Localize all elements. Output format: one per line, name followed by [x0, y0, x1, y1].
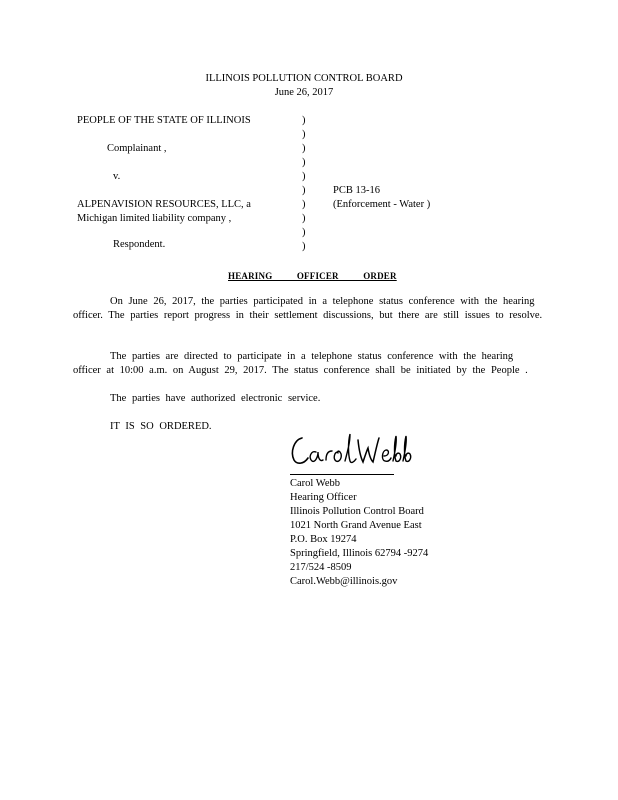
- signer-name: Carol Webb: [290, 478, 340, 489]
- closing-statement: IT IS SO ORDERED.: [110, 421, 212, 432]
- case-type: (Enforcement - Water ): [333, 199, 431, 210]
- signature-line: [290, 474, 394, 475]
- paren: ): [302, 115, 306, 126]
- order-date: June 26, 2017: [274, 87, 334, 98]
- defendant-description: Michigan limited liability company ,: [77, 213, 232, 224]
- email-address: Carol.Webb@illinois.gov: [290, 576, 398, 587]
- caption-bracket: [302, 114, 312, 254]
- versus-label: v.: [113, 171, 121, 182]
- order-paragraph-2: The parties are directed to participate in a telephone status conference with the hearing officer at 10:00 a.m. on August 29, 2017. The status conference shall be initiated by the People .: [73, 351, 528, 376]
- paren: ): [302, 129, 306, 140]
- order-title: HEARING OFFICER ORDER: [228, 271, 397, 281]
- handwritten-signature: [288, 430, 418, 472]
- paren: ): [302, 157, 306, 168]
- order-paragraph-1: On June 26, 2017, the parties participated in a telephone status conference with the hearing officer. The parties report progress in their settlement discussions, but there are still issues to resolve.: [73, 296, 543, 321]
- po-box: P.O. Box 19274: [290, 534, 357, 545]
- signer-organization: Illinois Pollution Control Board: [290, 506, 424, 517]
- phone-number: 217/524 -8509: [290, 562, 352, 573]
- paren: ): [302, 227, 306, 238]
- case-number: PCB 13-16: [333, 185, 380, 196]
- paren: ): [302, 213, 306, 224]
- signature-block: [290, 477, 428, 589]
- paren: ): [302, 241, 306, 252]
- defendant-role: Respondent.: [113, 239, 166, 250]
- paren: ): [302, 171, 306, 182]
- city-state-zip: Springfield, Illinois 62794 -9274: [290, 548, 429, 559]
- plaintiff-role: Complainant ,: [107, 143, 167, 154]
- paren: ): [302, 143, 306, 154]
- signer-title: Hearing Officer: [290, 492, 357, 503]
- order-paragraph-3: The parties have authorized electronic service.: [110, 393, 321, 404]
- paren: ): [302, 185, 306, 196]
- agency-heading: ILLINOIS POLLUTION CONTROL BOARD: [205, 73, 403, 84]
- defendant-name: ALPENAVISION RESOURCES, LLC, a: [77, 199, 251, 210]
- street-address: 1021 North Grand Avenue East: [290, 520, 422, 531]
- paren: ): [302, 199, 306, 210]
- plaintiff-name: PEOPLE OF THE STATE OF ILLINOIS: [77, 115, 251, 126]
